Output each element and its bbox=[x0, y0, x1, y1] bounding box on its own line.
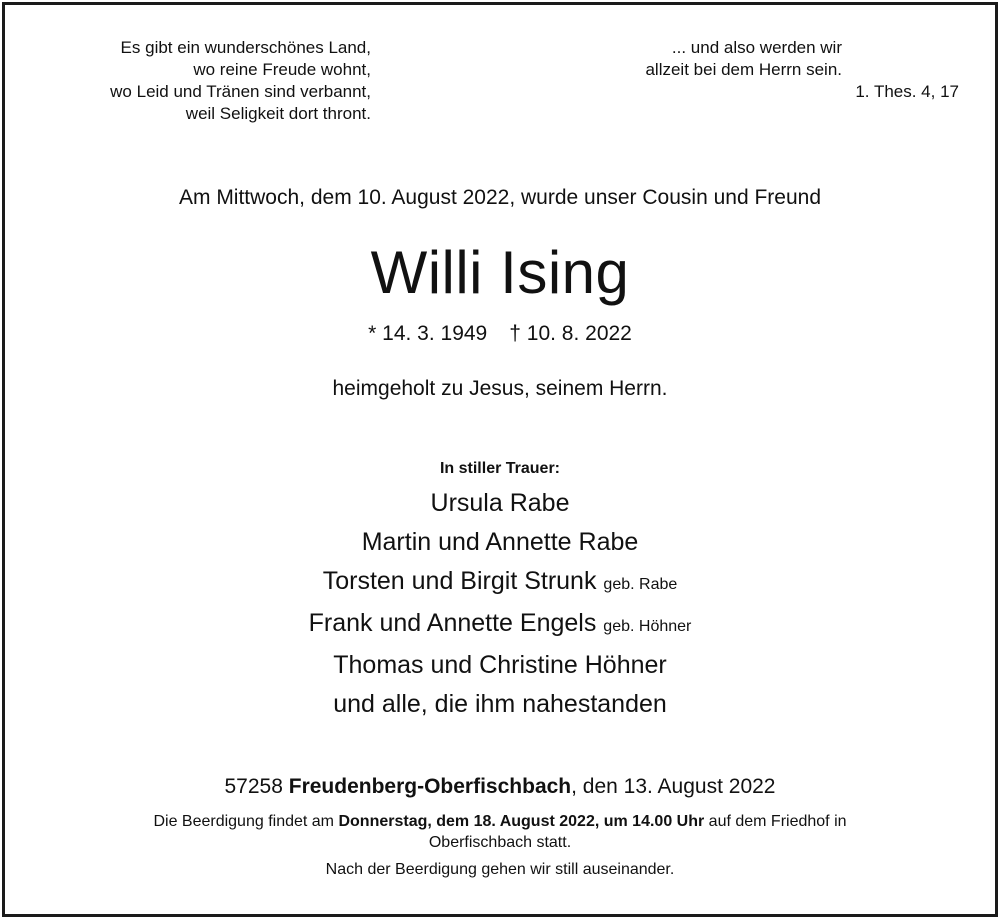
funeral-line-1 bbox=[0, 811, 1000, 832]
place-and-date bbox=[0, 775, 1000, 799]
bible-verse-line: ... und also werden wir bbox=[671, 38, 842, 57]
mourner-row bbox=[0, 484, 1000, 523]
maiden-name-note: geb. Rabe bbox=[603, 576, 678, 593]
mourner-name: Martin und Annette Rabe bbox=[361, 528, 639, 556]
mourners-list bbox=[0, 484, 1000, 724]
maiden-name-note: geb. Höhner bbox=[603, 618, 692, 635]
mourner-name: und alle, die ihm nahestanden bbox=[333, 690, 667, 718]
funeral-info bbox=[0, 811, 1000, 853]
birth-date: * 14. 3. 1949 bbox=[368, 322, 488, 345]
funeral-line-2: Oberfischbach statt. bbox=[428, 834, 572, 851]
funeral-suffix: auf dem Friedhof in bbox=[708, 813, 847, 830]
poem-left-line: wo Leid und Tränen sind verbannt, bbox=[110, 82, 371, 101]
closing-note: Nach der Beerdigung gehen wir still auseinander. bbox=[325, 861, 675, 878]
mourner-name: Thomas und Christine Höhner bbox=[333, 651, 667, 679]
funeral-datetime: Donnerstag, dem 18. August 2022, um 14.00 Uhr bbox=[338, 813, 705, 830]
poem-left-line: weil Seligkeit dort thront. bbox=[185, 104, 371, 123]
mourning-heading: In stiller Trauer: bbox=[439, 460, 561, 477]
bible-verse-line: allzeit bei dem Herrn sein. bbox=[645, 60, 842, 79]
mourner-row bbox=[0, 685, 1000, 724]
funeral-prefix: Die Beerdigung findet am bbox=[153, 813, 335, 830]
mourner-name: Torsten und Birgit Strunk bbox=[322, 567, 597, 595]
life-dates bbox=[0, 322, 1000, 346]
death-date: † 10. 8. 2022 bbox=[509, 322, 632, 345]
poem-left-line: Es gibt ein wunderschönes Land, bbox=[120, 38, 371, 57]
mourner-name: Frank und Annette Engels bbox=[308, 609, 597, 637]
bible-verse bbox=[645, 37, 842, 81]
mourner-row bbox=[0, 523, 1000, 562]
verse-reference: 1. Thes. 4, 17 bbox=[855, 82, 959, 101]
mourner-row bbox=[0, 646, 1000, 685]
town: Freudenberg-Oberfischbach bbox=[288, 775, 572, 798]
deceased-name: Willi Ising bbox=[370, 239, 630, 306]
poem-left-line: wo reine Freude wohnt, bbox=[193, 60, 371, 79]
poem-left bbox=[110, 37, 371, 125]
homecall-text: heimgeholt zu Jesus, seinem Herrn. bbox=[332, 377, 668, 400]
notice-date: , den 13. August 2022 bbox=[571, 775, 776, 798]
postcode: 57258 bbox=[224, 775, 283, 798]
mourner-row bbox=[0, 604, 1000, 646]
intro-text: Am Mittwoch, dem 10. August 2022, wurde unser Cousin und Freund bbox=[178, 186, 822, 209]
mourner-row bbox=[0, 562, 1000, 604]
mourner-name: Ursula Rabe bbox=[430, 489, 570, 517]
